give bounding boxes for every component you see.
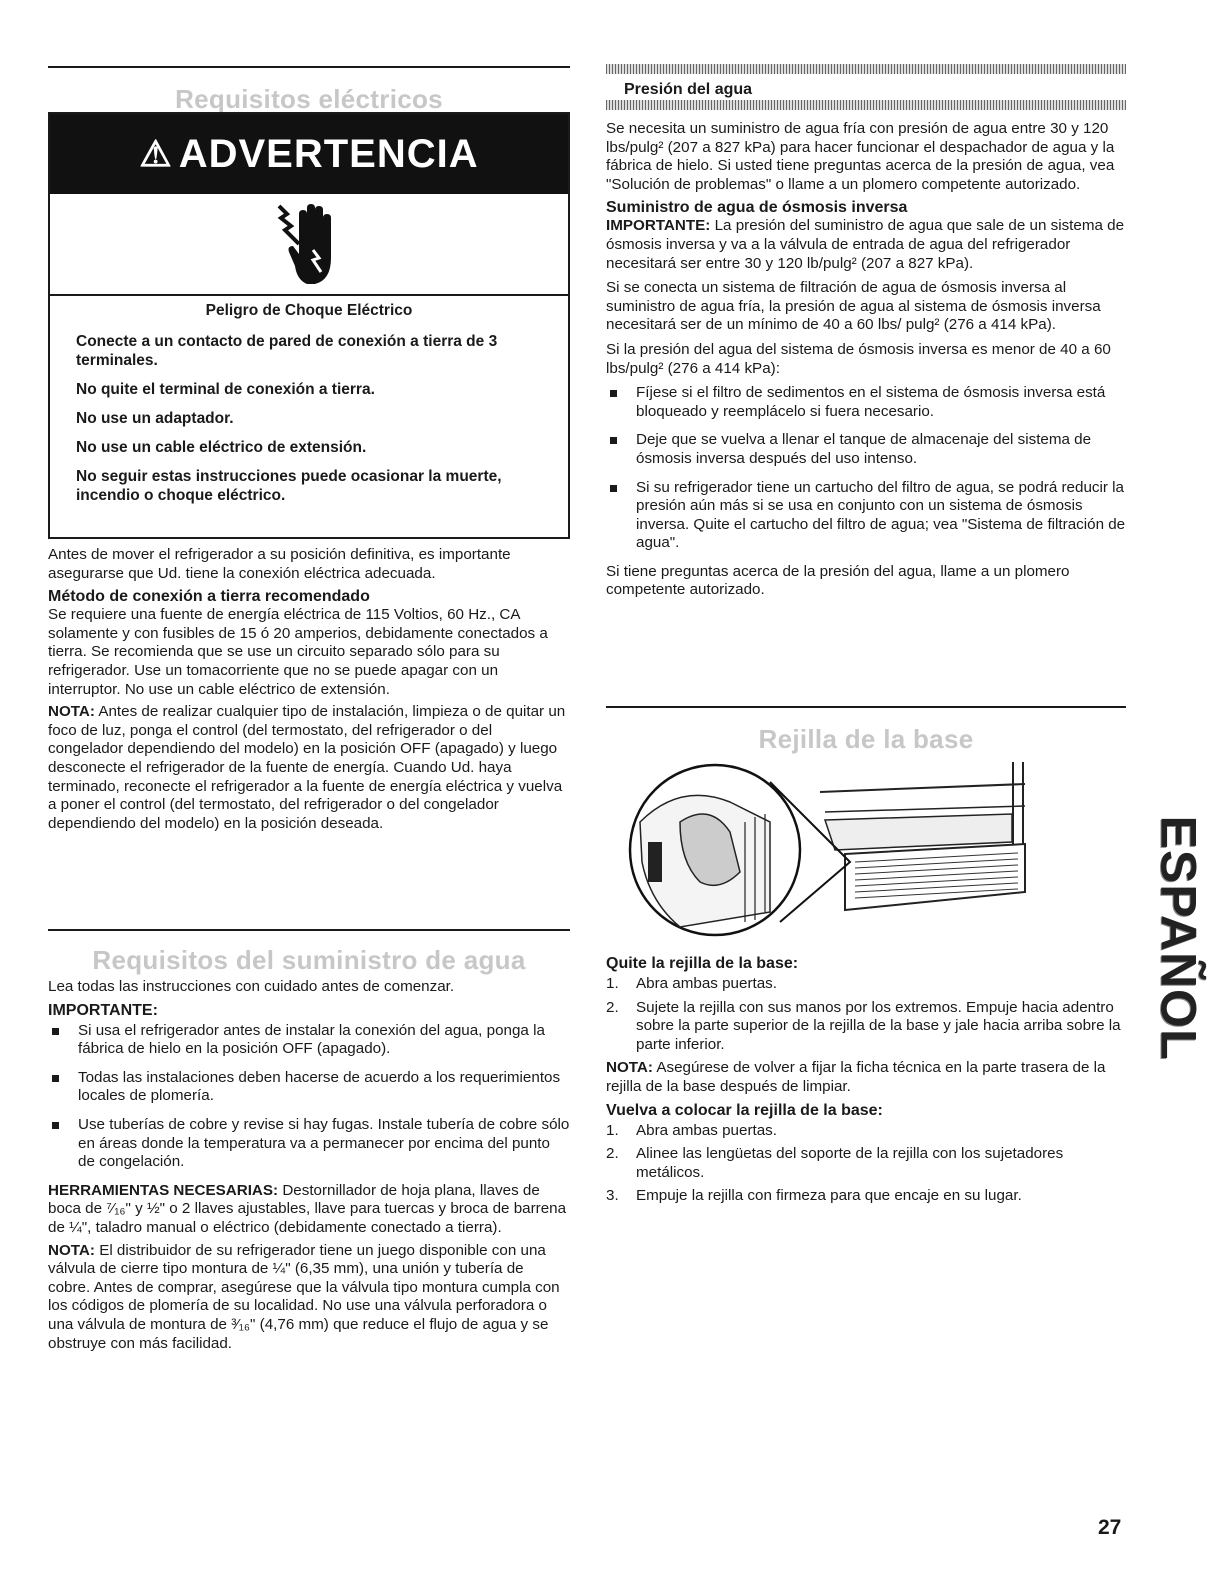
list-item: Si usa el refrigerador antes de instalar la conexión del agua, ponga la fábrica de hielo en la posición OFF (apagado). — [48, 1022, 570, 1059]
water-important-label: IMPORTANTE: — [48, 1001, 158, 1019]
warning-triangle-icon: ⚠ — [139, 133, 173, 174]
ro-important: IMPORTANTE: La presión del suministro de agua que sale de un sistema de ósmosis inversa y va a la válvula de entrada de agua del refrigerador necesitará ser entre 30 y 120 lb/pulg² (207 a 827 kPa). — [606, 217, 1125, 272]
heading-bar-bottom — [606, 100, 1126, 110]
list-item: 1. Abra ambas puertas. — [606, 975, 777, 992]
warning-subtitle: Peligro de Choque Eléctrico — [205, 302, 413, 319]
electric-shock-hazard-icon — [50, 194, 568, 296]
water-body — [48, 978, 570, 1353]
grounding-heading: Método de conexión a tierra recomendado — [48, 588, 370, 606]
ro-paragraph-2: Si se conecta un sistema de filtración de agua de ósmosis inversa al suministro de agua fría, la presión de agua al sistema de ósmosis inversa necesitará ser de un mínimo de 40 a 60 lbs/ pulg² (276 a 414 kPa). — [606, 279, 1101, 334]
ro-heading: Suministro de agua de ósmosis inversa — [606, 199, 908, 217]
grille-note: NOTA: Asegúrese de volver a fijar la ficha técnica en la parte trasera de la rejilla de la base después de limpiar. — [606, 1059, 1106, 1095]
replace-grille-heading: Vuelva a colocar la rejilla de la base: — [606, 1101, 883, 1119]
warning-line: No seguir estas instrucciones puede ocasionar la muerte, incendio o choque eléctrico. — [76, 468, 502, 504]
list-item: Si su refrigerador tiene un cartucho del filtro de agua, se podrá reducir la presión aún más si se usa en conjunto con un sistema de ósmosis inversa. Quite el cartucho del filtro de agua; vea "Sistema de filtración de agua". — [606, 479, 1126, 553]
list-item: Deje que se vuelva a llenar el tanque de almacenaje del sistema de ósmosis inversa después del uso intenso. — [606, 431, 1126, 468]
list-item: Fíjese si el filtro de sedimentos en el sistema de ósmosis inversa está bloqueado y reemplácelo si fuera necesario. — [606, 384, 1126, 421]
replace-steps — [606, 1122, 1126, 1206]
base-grille-illustration — [620, 762, 1040, 942]
pressure-body — [606, 120, 1126, 600]
electrical-intro: Antes de mover el refrigerador a su posición definitiva, es importante asegurarse que Ud. tiene la conexión eléctrica adecuada. — [48, 546, 511, 582]
water-bullets — [48, 1022, 570, 1172]
mid-rule-right — [606, 706, 1126, 708]
list-item: Use tuberías de cobre y revise si hay fugas. Instale tubería de cobre sólo en áreas donde la temperatura va a permanecer por encima del punto de congelación. — [48, 1116, 570, 1172]
section-title-water: Requisitos del suministro de agua — [92, 945, 526, 975]
mid-rule-left — [48, 929, 570, 931]
section-title-grille: Rejilla de la base — [758, 724, 974, 754]
page-number: 27 — [1098, 1516, 1122, 1539]
pressure-text: Se necesita un suministro de agua fría con presión de agua entre 30 y 120 lbs/pulg² (207 a 827 kPa) para hacer funcionar el despachador de agua y la fábrica de hielo. Si usted tiene preguntas acerca de la presión de agua, vea "Solución de problemas" o llame a un plomero competente autorizado. — [606, 120, 1115, 193]
pressure-closing: Si tiene preguntas acerca de la presión del agua, llame a un plomero competente autorizado. — [606, 562, 1070, 599]
electrical-body — [48, 546, 570, 833]
tools-paragraph: HERRAMIENTAS NECESARIAS: Destornillador de hoja plana, llaves de boca de ⁷⁄₁₆" y ½" o 2 llaves ajustables, llave para tuercas y broca de barrena de ¼", taladro manual o eléctrico (debidamente conectado a tierra). — [48, 1181, 567, 1236]
grounding-text: Se requiere una fuente de energía eléctrica de 115 Voltios, 60 Hz., CA solamente y con fusibles de 15 ó 20 amperios, debidamente conectados a tierra. Se recomienda que se use un circuito separado sólo para su refrigerador. Use un tomacorriente que no se puede apagar con un interruptor. No use un cable eléctrico de extensión. — [48, 606, 548, 698]
list-item: Todas las instalaciones deben hacerse de acuerdo a los requerimientos locales de plomería. — [48, 1069, 570, 1106]
ro-bullets — [606, 384, 1126, 553]
warning-line: No use un cable eléctrico de extensión. — [76, 439, 367, 456]
remove-steps — [606, 975, 1126, 1054]
language-side-tab: ESPAÑOL — [1150, 815, 1206, 1061]
top-rule-left — [48, 66, 570, 68]
ro-paragraph-3: Si la presión del agua del sistema de ósmosis inversa es menor de 40 a 60 lbs/pulg² (276 a 414 kPa): — [606, 340, 1111, 377]
list-item: 2. Alinee las lengüetas del soporte de la rejilla con los sujetadores metálicos. — [606, 1145, 1064, 1181]
electrical-note: NOTA: Antes de realizar cualquier tipo de instalación, limpieza o de quitar un foco de luz, ponga el control (del termostato, del refrigerador o del congelador dependiendo del modelo) en la posición OFF (apagado) y luego desconecte el refrigerador de la fuente de energía. Cuando Ud. haya terminado, reconecte el refrigerador a la fuente de energía eléctrica y vuelva a poner el control (del termostato, del refrigerador o del congelador dependiendo del modelo) en la posición deseada. — [48, 703, 566, 832]
water-note: NOTA: El distribuidor de su refrigerador tiene un juego disponible con una válvula de cierre tipo montura de ¼" (6,35 mm), una unión y tubería de cobre. Antes de comprar, asegúrese que la válvula tipo montura cumpla con los códigos de plomería de su localidad. No use una válvula perforadora o una válvula de montura de ³⁄₁₆" (4,76 mm) que reduce el flujo de agua y se obstruye con más facilidad. — [48, 1241, 560, 1352]
list-item: 1. Abra ambas puertas. — [606, 1121, 777, 1139]
warning-line: No quite el terminal de conexión a tierra. — [76, 381, 375, 398]
heading-bar-top — [606, 64, 1126, 74]
water-intro: Lea todas las instrucciones con cuidado antes de comenzar. — [48, 978, 455, 995]
warning-line: Conecte a un contacto de pared de conexión a tierra de 3 terminales. — [76, 333, 498, 369]
remove-grille-heading: Quite la rejilla de la base: — [606, 955, 799, 972]
grille-body — [606, 954, 1126, 1211]
warning-box — [48, 112, 570, 539]
list-item: 3. Empuje la rejilla con firmeza para que encaje en su lugar. — [606, 1187, 1022, 1205]
section-title-electrical: Requisitos eléctricos — [175, 84, 443, 114]
pressure-heading: Presión del agua — [624, 81, 753, 98]
list-item: 2. Sujete la rejilla con sus manos por los extremos. Empuje hacia adentro sobre la parte superior de la rejilla de la base y jale hacia arriba sobre la parte inferior. — [606, 998, 1121, 1053]
warning-line: No use un adaptador. — [76, 410, 234, 427]
warning-header: ⚠ ADVERTENCIA — [50, 114, 568, 194]
